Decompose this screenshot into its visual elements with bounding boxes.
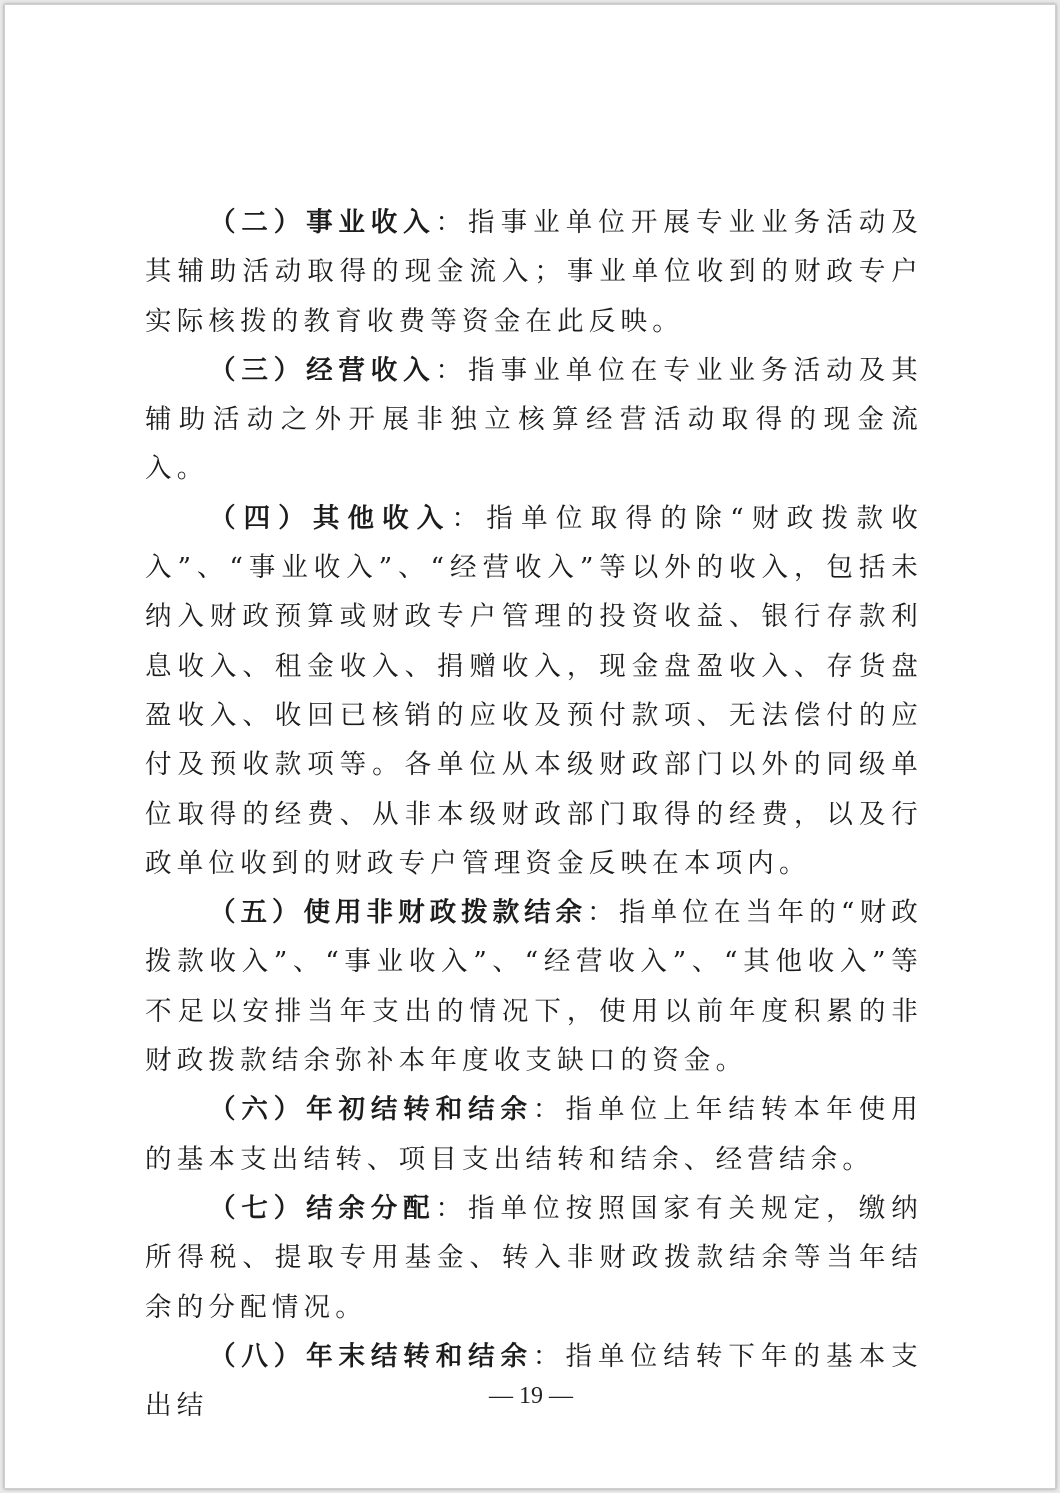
paragraph-7 [145, 1184, 923, 1332]
paragraph-text: ：指单位在当年的“财政拨款收入”、“事业收入”、“经营收入”、“其他收入”等不足以安排当年支出的情况下，使用以前年度积累的非财政拨款结余弥补本年度收支缺口的资金。 [145, 897, 924, 1077]
paragraph-3 [145, 346, 923, 494]
paragraph-heading: （六）年初结转和结余 [209, 1094, 533, 1126]
paragraph-text: ：指事业单位开展专业业务活动及其辅助活动取得的现金流入；事业单位收到的财政专户实际核拨的教育收费等资金在此反映。 [145, 207, 923, 337]
paragraph-heading: （四）其他收入 [209, 502, 452, 534]
paragraph-5 [145, 888, 923, 1085]
document-body [145, 198, 923, 1430]
paragraph-heading: （七）结余分配 [209, 1192, 436, 1224]
paragraph-heading: （二）事业收入 [209, 207, 436, 238]
paragraph-text: ：指单位按照国家有关规定，缴纳所得税、提取专用基金、转入非财政拨款结余等当年结余的分配情况。 [145, 1192, 923, 1323]
paragraph-heading: （三）经营收入 [209, 354, 436, 386]
paragraph-text: ：指单位取得的除“财政拨款收入”、“事业收入”、“经营收入”等以外的收入，包括未纳入财政预算或财政专户管理的投资收益、银行存款利息收入、租金收入、捐赠收入，现金盘盈收入、存货盘盈收入、收回已核销的应收及预付款项、无法偿付的应付及预收款项等。各单位从本级财政部门以外的同级单位取得的经费、从非本级财政部门取得的经费，以及行政单位收到的财政专户管理资金反映在本项内。 [145, 502, 924, 879]
paragraph-6 [145, 1085, 923, 1184]
paragraph-text: ：指单位上年结转本年使用的基本支出结转、项目支出结转和结余、经营结余。 [145, 1094, 923, 1175]
paragraph-heading: （五）使用非财政拨款结余 [209, 897, 588, 929]
document-page [4, 4, 1056, 1489]
paragraph-text: ：指单位结转下年的基本支出结 [145, 1340, 923, 1422]
paragraph-4 [145, 494, 923, 888]
paragraph-text: ：指事业单位在专业业务活动及其辅助活动之外开展非独立核算经营活动取得的现金流入。 [145, 354, 923, 485]
paragraph-2 [145, 198, 923, 346]
page-number: — 19 — [489, 1383, 573, 1409]
paragraph-heading: （八）年末结转和结余 [209, 1340, 533, 1372]
paragraph-8 [145, 1332, 923, 1431]
